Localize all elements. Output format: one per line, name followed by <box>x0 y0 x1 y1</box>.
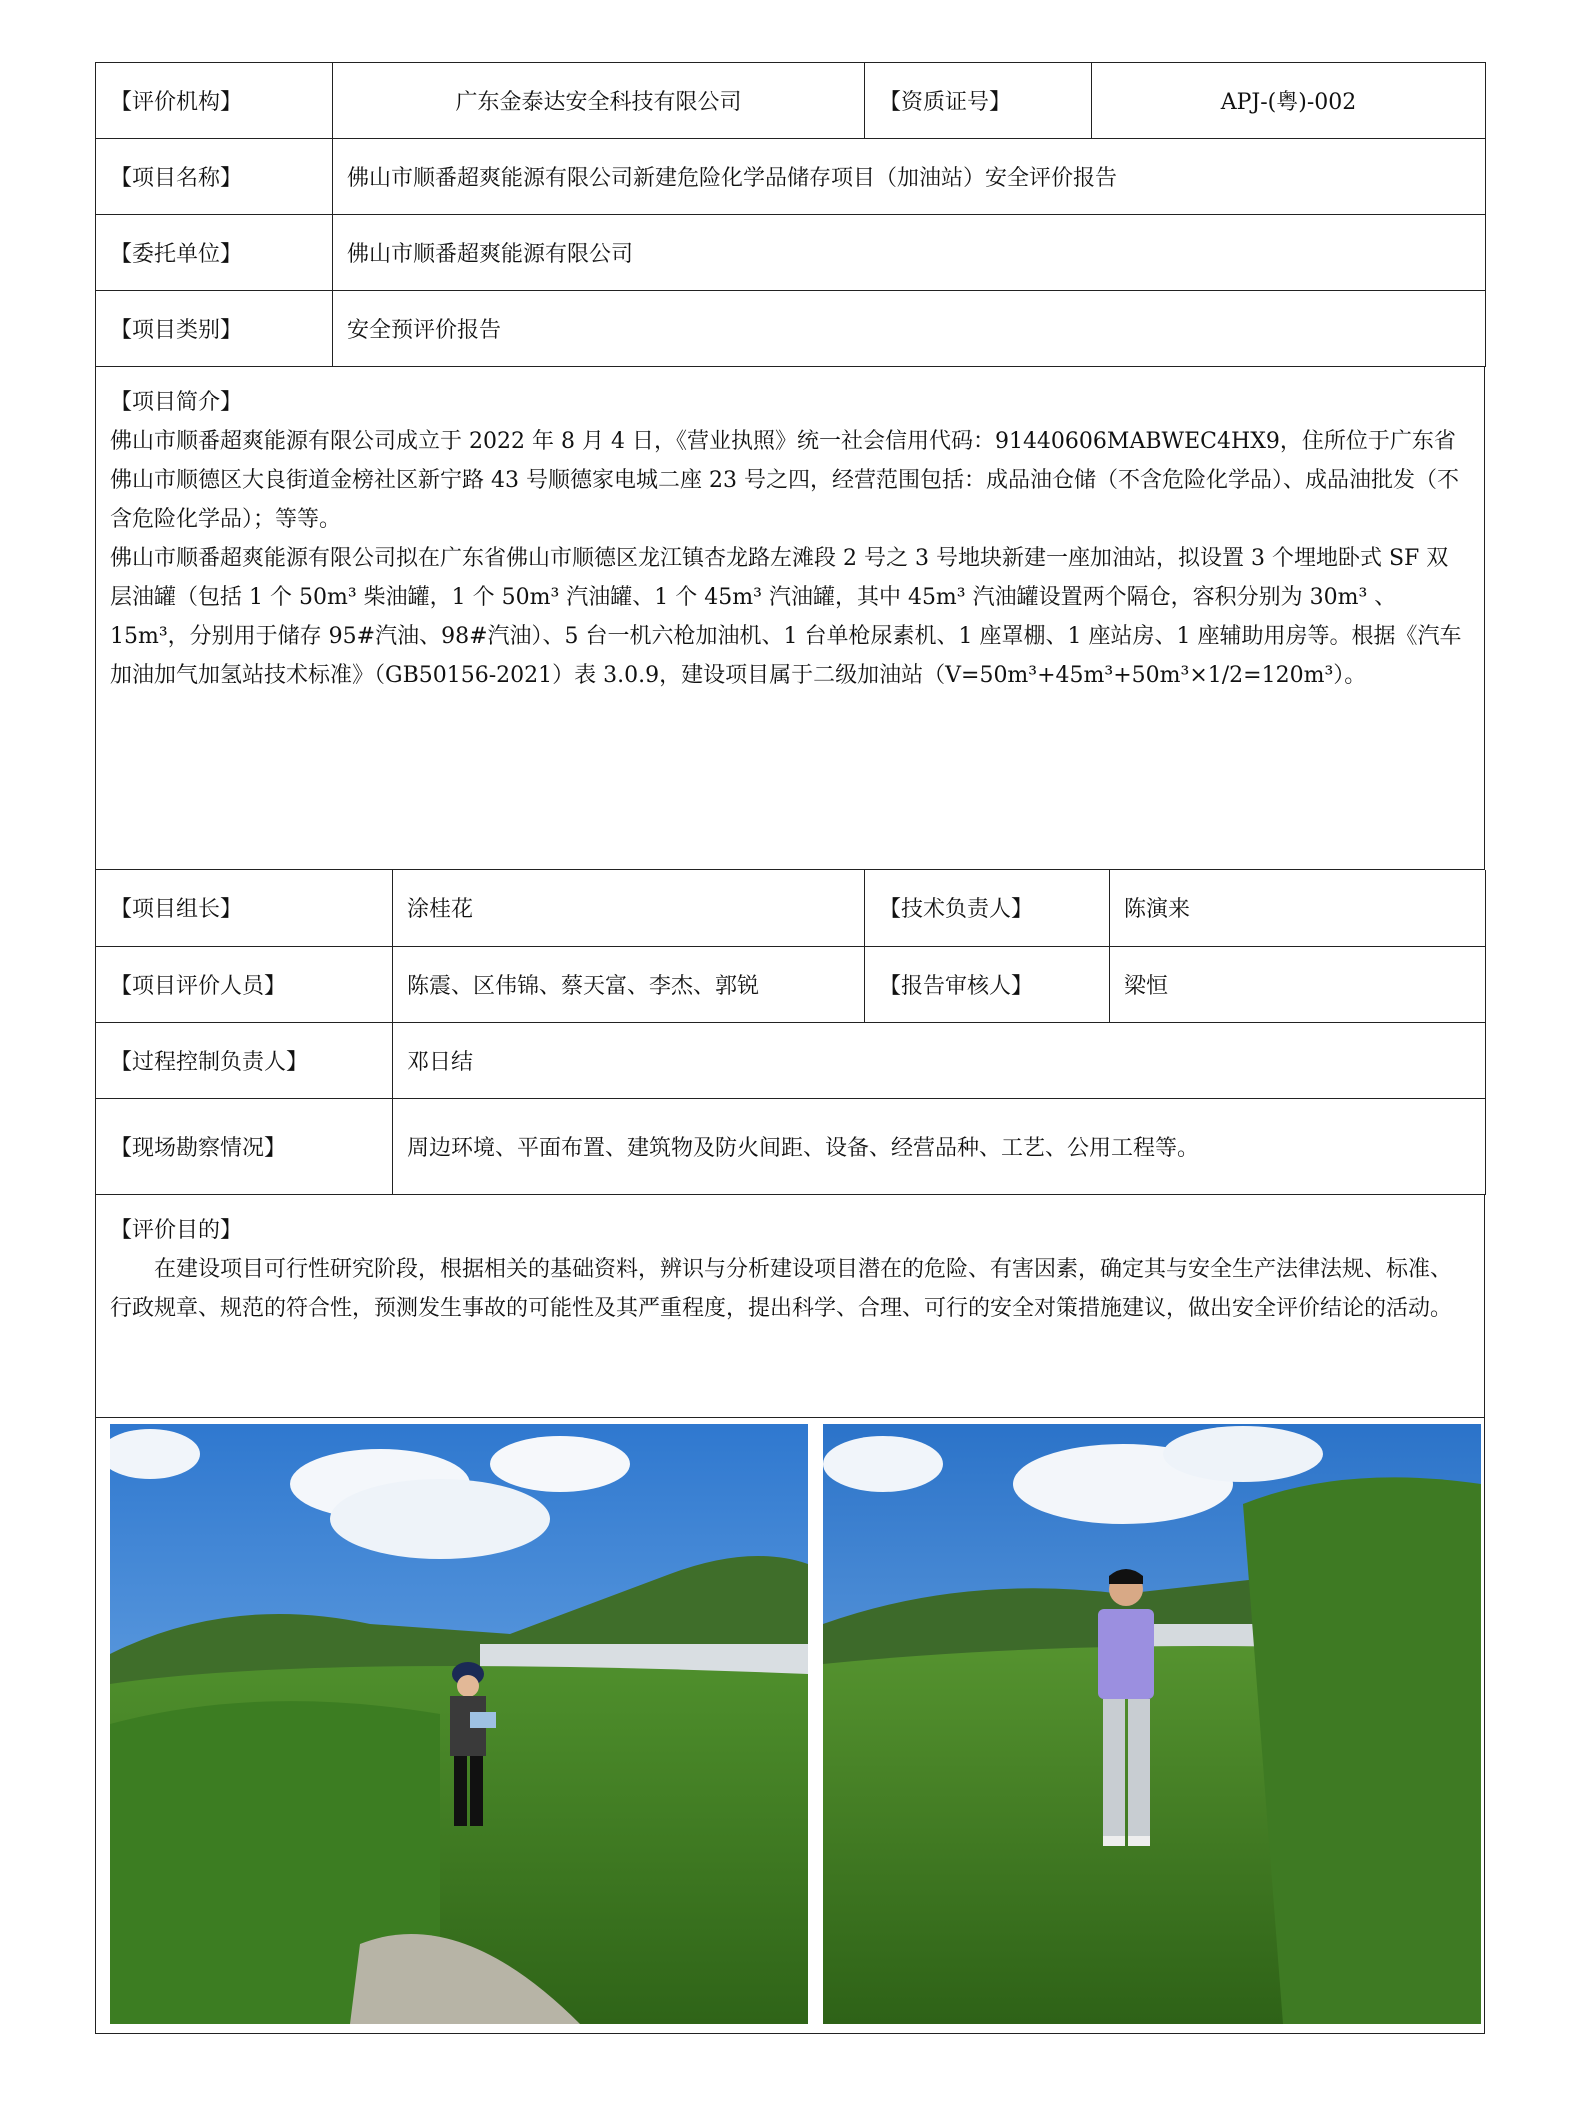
site-photo-2 <box>823 1424 1481 2024</box>
site-label: 【现场勘察情况】 <box>96 1098 393 1194</box>
site-photo-2-image <box>823 1424 1481 2024</box>
purpose-text: 在建设项目可行性研究阶段，根据相关的基础资料，辨识与分析建设项目潜在的危险、有害因素，确定其与安全生产法律法规、标准、行政规章、规范的符合性，预测发生事故的可能性及其严重程度，提出科学、合理、可行的安全对策措施建议，做出安全评价结论的活动。 <box>110 1256 1453 1321</box>
row-site <box>96 1098 1486 1194</box>
cert-label: 【资质证号】 <box>865 63 1092 139</box>
leader-value: 涂桂花 <box>393 870 865 946</box>
project-name-value: 佛山市顺番超爽能源有限公司新建危险化学品储存项目（加油站）安全评价报告 <box>333 139 1486 215</box>
leader-label: 【项目组长】 <box>96 870 393 946</box>
site-photos <box>95 1418 1485 2034</box>
site-value: 周边环境、平面布置、建筑物及防火间距、设备、经营品种、工艺、公用工程等。 <box>393 1098 1486 1194</box>
intro-paragraph-2: 佛山市顺番超爽能源有限公司拟在广东省佛山市顺德区龙江镇杏龙路左滩段 2 号之 3 号地块新建一座加油站，拟设置 3 个埋地卧式 SF 双层油罐（包括 1 个 50m³ 柴油罐，1 个 50m³ 汽油罐、1 个 45m³ 汽油罐，其中 45m³ 汽油罐设置两个隔仓，容积分别为 30m³ 、15m³，分别用于储存 95#汽油、98#汽油）、5 台一机六枪加油机、1 台单枪尿素机、1 座罩棚、1 座站房、1 座辅助用房等。根据《汽车加油加气加氢站技术标准》（GB50156-2021）表 3.0.9，建设项目属于二级加油站（V=50m³+45m³+50m³×1/2=120m³）。 <box>110 546 1462 688</box>
row-members <box>96 946 1486 1022</box>
cert-value: APJ-(粤)-002 <box>1092 63 1486 139</box>
process-value: 邓日结 <box>393 1022 1486 1098</box>
process-label: 【过程控制负责人】 <box>96 1022 393 1098</box>
category-value: 安全预评价报告 <box>333 291 1486 367</box>
row-process <box>96 1022 1486 1098</box>
site-photo-1-image <box>110 1424 808 2024</box>
org-label: 【评价机构】 <box>96 63 333 139</box>
evaluation-purpose <box>95 1195 1485 1418</box>
members-value: 陈震、区伟锦、蔡天富、李杰、郭锐 <box>393 946 865 1022</box>
row-leader <box>96 870 1486 946</box>
team-table <box>95 870 1486 1195</box>
reviewer-value: 梁恒 <box>1110 946 1486 1022</box>
report-sheet <box>95 62 1485 2034</box>
site-photo-1 <box>110 1424 808 2024</box>
info-table-top <box>95 62 1486 367</box>
project-name-label: 【项目名称】 <box>96 139 333 215</box>
members-label: 【项目评价人员】 <box>96 946 393 1022</box>
row-client <box>96 215 1486 291</box>
category-label: 【项目类别】 <box>96 291 333 367</box>
project-intro <box>95 367 1485 870</box>
tech-value: 陈演来 <box>1110 870 1486 946</box>
tech-label: 【技术负责人】 <box>865 870 1110 946</box>
org-value: 广东金泰达安全科技有限公司 <box>333 63 865 139</box>
intro-paragraph-1: 佛山市顺番超爽能源有限公司成立于 2022 年 8 月 4 日，《营业执照》统一社会信用代码：91440606MABWEC4HX9，住所位于广东省佛山市顺德区大良街道金榜社区新宁路 43 号顺德家电城二座 23 号之四，经营范围包括：成品油仓储（不含危险化学品）、成品油批发（不含危险化学品）；等等。 <box>110 429 1459 532</box>
row-org <box>96 63 1486 139</box>
purpose-label: 【评价目的】 <box>110 1217 243 1243</box>
row-category <box>96 291 1486 367</box>
client-label: 【委托单位】 <box>96 215 333 291</box>
client-value: 佛山市顺番超爽能源有限公司 <box>333 215 1486 291</box>
reviewer-label: 【报告审核人】 <box>865 946 1110 1022</box>
intro-label: 【项目简介】 <box>110 390 243 415</box>
row-project-name <box>96 139 1486 215</box>
